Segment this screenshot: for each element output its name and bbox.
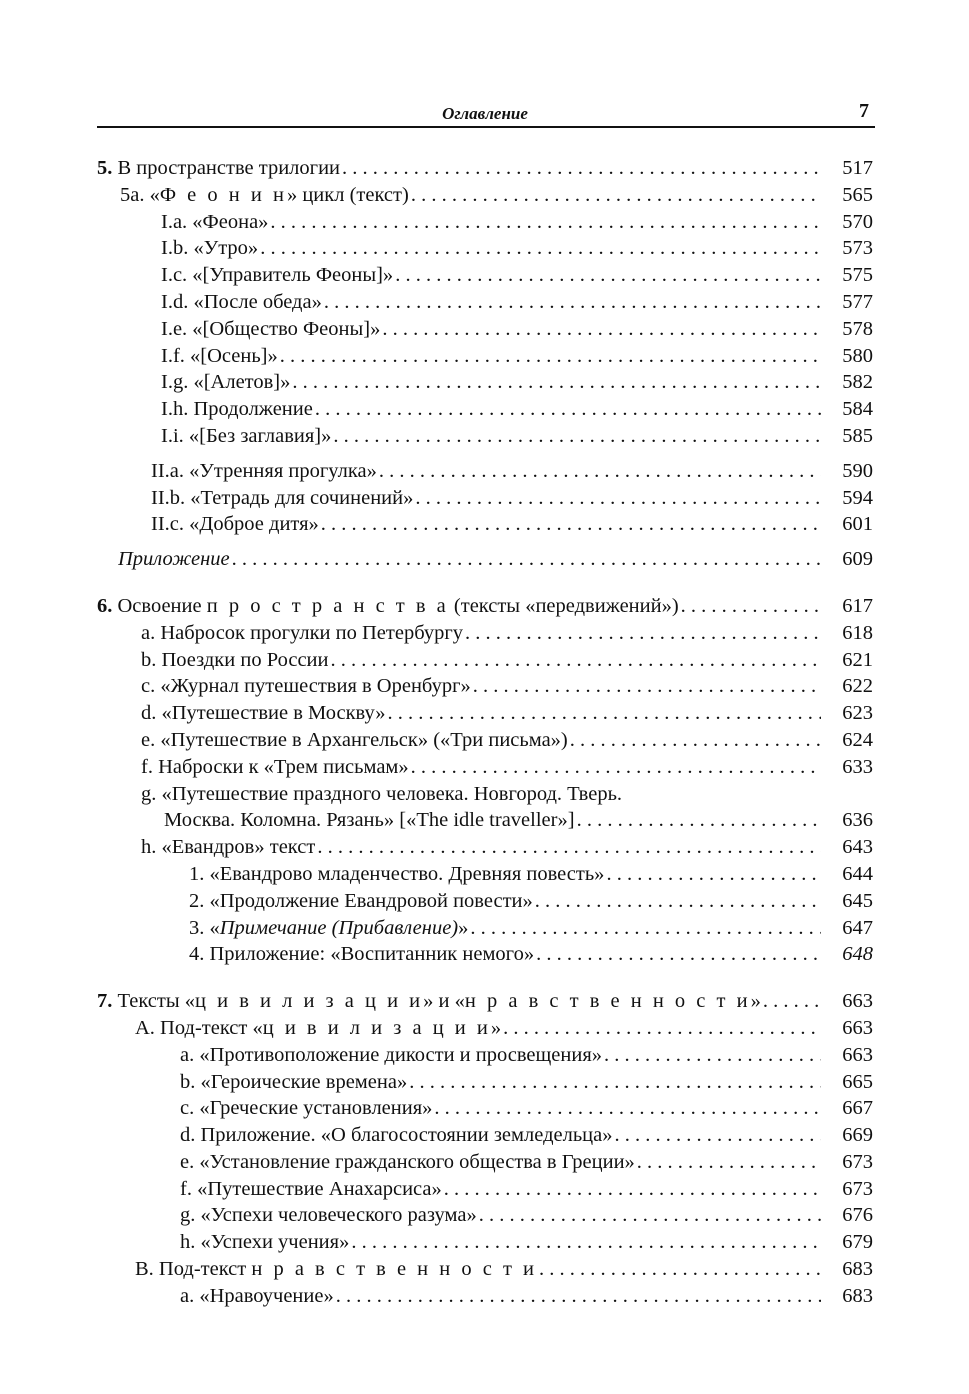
entry-title-part: » [458,916,469,939]
entry-title-part: » и « [423,990,465,1013]
entry-page: 621 [842,648,873,671]
entry-title: b. Поездки по России [141,648,329,671]
entry-title: Приложение [118,548,230,571]
toc-entry [97,1256,873,1283]
entry-title: I.e. «[Общество Феоны]» [161,317,381,340]
leader-dots [260,235,821,262]
leader-dots [444,1176,821,1203]
toc-entry [97,289,873,316]
toc-entry [97,209,873,236]
entry-page: 673 [842,1150,873,1173]
leader-dots [331,647,821,674]
page-number: 7 [859,100,869,122]
entry-title: c. «Греческие установления» [180,1097,433,1120]
toc-entry [97,1202,873,1229]
leader-dots [232,546,821,573]
entry-title: a. «Нравоучение» [180,1284,334,1307]
toc-entry [97,1122,873,1149]
entry-title: a. «Противоположение дикости и просвещения» [180,1043,603,1066]
entry-page: 683 [842,1284,873,1307]
leader-dots [379,458,821,485]
leader-dots [434,1095,821,1122]
entry-title-part: A. Под-текст « [135,1016,263,1039]
toc-entry [97,888,873,915]
entry-title: c. «Журнал путешествия в Оренбург» [141,675,471,698]
leader-dots [388,700,821,727]
toc-entry [97,647,873,674]
entry-page: 609 [842,548,873,571]
toc-entry [97,1042,873,1069]
entry-title: 2. «Продолжение Евандровой повести» [189,889,533,912]
entry-page: 643 [842,836,873,859]
entry-page: 584 [842,398,873,421]
entry-page: 648 [842,943,873,966]
entry-title-part: Освоение [117,594,207,617]
spaced-word: н р а в с т в е н н о с т и [251,1258,538,1281]
entry-title: b. «Героические времена» [180,1070,408,1093]
entry-title-part: (тексты «передвижений») [448,594,679,617]
leader-dots [535,888,821,915]
spaced-word: н р а в с т в е н н о с т и [464,990,751,1013]
entry-title-part: 3. « [189,916,220,939]
leader-dots [681,593,821,620]
spaced-word: ц и в и л и з а ц и и [195,990,424,1013]
toc-entry-section-7 [97,988,873,1015]
toc-entry [97,485,873,512]
table-of-contents [97,155,873,1310]
toc-entry-multiline-second [97,807,873,834]
entry-page: 573 [842,237,873,260]
leader-dots [315,396,821,423]
toc-entry [97,511,873,538]
toc-entry-multiline-first [97,781,873,808]
toc-entry [97,369,873,396]
entry-title-part: B. Под-текст [135,1258,252,1281]
entry-title-part: Тексты « [112,990,195,1013]
leader-dots [415,485,821,512]
toc-entry-section-6 [97,593,873,620]
leader-dots [577,807,821,834]
entry-title: I.f. «[Осень]» [161,344,278,367]
entry-page: 663 [842,990,873,1013]
entry-title: Москва. Коломна. Рязань» [«The idle traveller»] [164,809,575,832]
leader-dots [280,343,821,370]
toc-entry [97,700,873,727]
leader-dots [479,1202,821,1229]
entry-page: 663 [842,1043,873,1066]
section-number: 5. [97,157,113,179]
leader-dots [395,262,821,289]
entry-title: I.b. «Утро» [161,237,259,260]
leader-dots [324,289,821,316]
entry-page: 590 [842,459,873,482]
entry-title: 1. «Евандрово младенчество. Древняя повесть» [189,862,605,885]
entry-page: 517 [842,157,873,179]
toc-entry [97,941,873,968]
entry-title: e. «Путешествие в Архангельск» («Три письма») [141,728,568,751]
running-title: Оглавление [442,104,528,123]
entry-page: 667 [842,1097,873,1120]
toc-entry [97,727,873,754]
entry-page: 633 [842,755,873,778]
entry-page: 617 [842,594,873,617]
toc-entry [97,262,873,289]
entry-page: 624 [842,728,873,751]
toc-entry [97,754,873,781]
leader-dots [606,861,821,888]
entry-title: I.i. «[Без заглавия]» [161,424,332,447]
entry-title: I.g. «[Алетов]» [161,371,291,394]
entry-page: 577 [842,290,873,313]
toc-entry [97,343,873,370]
entry-page: 644 [842,862,873,885]
leader-dots [470,915,821,942]
leader-dots [411,754,821,781]
entry-page: 575 [842,264,873,287]
entry-page: 665 [842,1070,873,1093]
entry-title: e. «Установление гражданского общества в Греции» [180,1150,635,1173]
toc-entry [97,1229,873,1256]
toc-entry [97,396,873,423]
entry-page: 622 [842,675,873,698]
entry-title: I.a. «Феона» [161,210,269,233]
toc-entry [97,1069,873,1096]
leader-dots [411,182,821,209]
leader-dots [292,369,821,396]
toc-entry [97,316,873,343]
toc-entry [97,1095,873,1122]
entry-title-part: » [490,1016,502,1039]
leader-dots [336,1283,821,1310]
entry-title: g. «Путешествие праздного человека. Новгород. Тверь. [141,782,623,805]
toc-entry [97,1176,873,1203]
entry-title: h. «Евандров» текст [141,836,316,859]
header-rule [97,126,875,128]
entry-title: В пространстве трилогии [117,157,341,179]
toc-entry [97,620,873,647]
toc-entry-appendix [97,546,873,573]
entry-page: 594 [842,486,873,509]
toc-entry [97,182,873,209]
entry-page: 673 [842,1177,873,1200]
entry-page: 601 [842,513,873,536]
toc-entry [97,915,873,942]
entry-page: 669 [842,1124,873,1147]
toc-entry [97,235,873,262]
entry-page: 623 [842,702,873,725]
leader-dots [342,155,821,182]
leader-dots [465,620,821,647]
toc-entry [97,861,873,888]
entry-title: f. «Путешествие Анахарсиса» [180,1177,442,1200]
entry-title: a. Набросок прогулки по Петербургу [141,621,464,644]
leader-dots [409,1069,821,1096]
leader-dots [570,727,821,754]
toc-entry [97,423,873,450]
section-number: 7. [97,990,113,1013]
leader-dots [615,1122,822,1149]
entry-title-italic: Примечание (Прибавление) [219,916,459,939]
leader-dots [763,988,821,1015]
entry-page: 570 [842,210,873,233]
leader-dots [539,1256,821,1283]
entry-page: 580 [842,344,873,367]
entry-title: g. «Успехи человеческого разума» [180,1204,477,1227]
entry-title: 4. Приложение: «Воспитанник немого» [189,943,535,966]
entry-title: I.h. Продолжение [161,398,313,421]
toc-entry-section-5 [97,155,873,182]
entry-title-part: » [750,990,761,1013]
leader-dots [637,1149,821,1176]
spaced-word: п р о с т р а н с т в а [206,594,449,617]
toc-entry [97,1283,873,1310]
leader-dots [333,423,821,450]
entry-page: 578 [842,317,873,340]
leader-dots [604,1042,821,1069]
toc-entry [97,834,873,861]
leader-dots [473,673,821,700]
toc-entry [97,458,873,485]
leader-dots [503,1015,821,1042]
entry-page: 647 [842,916,873,939]
entry-title: I.c. «[Управитель Феоны]» [161,264,394,287]
entry-page: 636 [842,809,873,832]
leader-dots [270,209,821,236]
entry-title-part: » цикл (текст) [286,183,409,206]
entry-title: d. Приложение. «О благосостоянии земледельца» [180,1124,613,1147]
running-header [97,100,873,128]
leader-dots [351,1229,821,1256]
spaced-word: ц и в и л и з а ц и и [262,1016,491,1039]
leader-dots [536,941,821,968]
leader-dots [317,834,821,861]
entry-title: d. «Путешествие в Москву» [141,702,386,725]
entry-title: II.c. «Доброе дитя» [151,513,319,536]
entry-page: 585 [842,424,873,447]
entry-page: 683 [842,1258,873,1281]
section-number: 6. [97,594,113,617]
leader-dots [382,316,821,343]
toc-entry [97,1015,873,1042]
leader-dots [321,511,821,538]
entry-page: 676 [842,1204,873,1227]
toc-entry [97,673,873,700]
toc-entry [97,1149,873,1176]
entry-page: 679 [842,1231,873,1254]
entry-page: 565 [842,183,873,206]
entry-title: f. Наброски к «Трем письмам» [141,755,409,778]
entry-title: II.b. «Тетрадь для сочинений» [151,486,414,509]
entry-title: h. «Успехи учения» [180,1231,350,1254]
entry-title-part: 5а. « [120,183,160,206]
entry-title: I.d. «После обеда» [161,290,322,313]
entry-page: 645 [842,889,873,912]
entry-title: II.a. «Утренняя прогулка» [151,459,377,482]
entry-page: 582 [842,371,873,394]
spaced-word: Ф е о н и н [159,183,287,206]
entry-page: 663 [842,1016,873,1039]
entry-page: 618 [842,621,873,644]
